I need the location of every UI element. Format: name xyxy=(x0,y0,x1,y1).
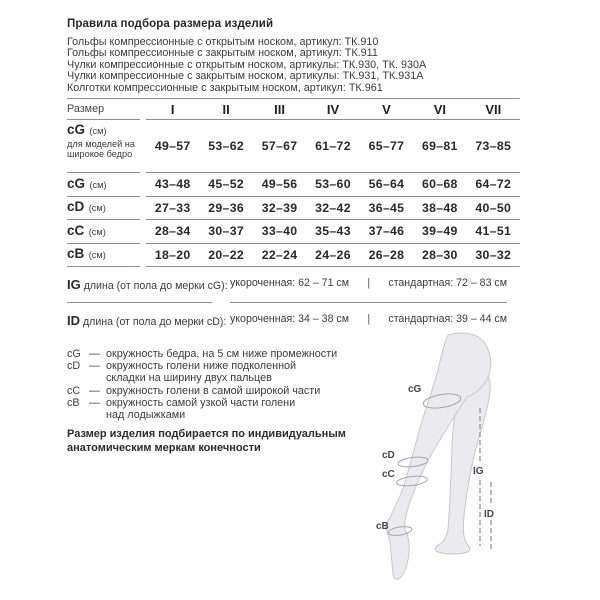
legend-line: над лодыжками xyxy=(106,409,186,422)
size-cell: 49–57 xyxy=(154,139,191,154)
length-label xyxy=(67,267,228,303)
size-cell: 30–32 xyxy=(475,247,512,262)
leg-silhouette-front xyxy=(385,333,491,579)
separator: | xyxy=(367,313,371,326)
column-header: II xyxy=(222,101,230,117)
row-label xyxy=(67,220,140,244)
legend-item xyxy=(67,385,389,397)
legend-text xyxy=(106,360,389,384)
diagram-label-cg: cG xyxy=(408,384,422,395)
separator: | xyxy=(367,277,371,290)
measure-code: cB xyxy=(67,246,85,262)
length-standard: стандартная: 39 – 44 см xyxy=(388,313,507,326)
size-cell: 32–42 xyxy=(315,200,351,215)
diagram-label-cb: cB xyxy=(376,521,389,532)
legend-text xyxy=(106,385,389,397)
table-row-cc xyxy=(67,220,520,244)
selection-note-line: анатомическим меркам конечности xyxy=(67,441,261,454)
diagram-label-ig: IG xyxy=(473,466,484,477)
size-table-header-columns xyxy=(146,99,520,120)
size-cell: 38–48 xyxy=(422,200,458,215)
leg-measurement-diagram xyxy=(370,330,600,600)
legend-dash: — xyxy=(89,360,100,373)
row-values xyxy=(146,220,520,244)
row-label xyxy=(67,197,140,221)
length-desc: длина (от пола до мерки cG): xyxy=(83,280,228,293)
row-label xyxy=(67,244,140,268)
legend-term: cC xyxy=(67,384,81,397)
legend-text xyxy=(106,397,389,421)
legend-term: cG xyxy=(67,348,81,361)
column-header: III xyxy=(274,101,285,117)
length-label xyxy=(67,303,227,338)
legend-item xyxy=(67,348,389,360)
legend-text xyxy=(106,348,389,360)
measure-code: cG xyxy=(67,175,86,191)
size-cell: 24–26 xyxy=(315,247,351,262)
table-row-cg xyxy=(67,173,520,197)
column-header: I xyxy=(170,101,175,117)
row-values xyxy=(146,173,520,197)
row-label xyxy=(67,120,140,173)
size-cell: 60–68 xyxy=(422,177,458,192)
legend-item xyxy=(67,397,389,421)
row-label xyxy=(67,173,140,197)
product-line: Гольфы компрессионные с открытым носком, артикул: ТК.910 xyxy=(67,36,379,48)
size-cell: 41–51 xyxy=(475,224,512,239)
length-values xyxy=(230,267,507,303)
measure-unit: (см) xyxy=(89,126,107,137)
product-line: Чулки компрессионные с закрытым носком, артикулы: ТК.931, ТК.931А xyxy=(67,70,424,83)
size-cell: 69–81 xyxy=(422,139,458,154)
length-row-ig xyxy=(67,267,520,303)
legend-item xyxy=(67,360,389,384)
size-cell: 49–56 xyxy=(261,177,298,192)
size-cell: 43–48 xyxy=(154,177,191,192)
page-title: Правила подбора размера изделий xyxy=(67,18,274,30)
legend-line: окружность самой узкой части голени xyxy=(106,396,296,409)
size-cell: 27–33 xyxy=(154,200,191,215)
column-header: VII xyxy=(485,101,502,117)
size-cell: 33–40 xyxy=(261,224,298,239)
product-line: Гольфы компрессионные с закрытым носком, артикул: ТК.911 xyxy=(67,47,378,60)
size-cell: 32–39 xyxy=(261,200,298,215)
measure-code: cC xyxy=(67,222,85,238)
legend-dash: — xyxy=(89,348,100,361)
selection-note-line: Размер изделия подбирается по индивидуальным xyxy=(67,428,346,441)
measure-code: cG xyxy=(67,122,86,138)
measure-unit: (см) xyxy=(88,250,106,261)
table-row-cd xyxy=(67,197,520,221)
size-cell: 26–28 xyxy=(368,247,405,262)
diagram-label-cc: cC xyxy=(382,469,395,480)
product-line: Колготки компрессионные с закрытым носком, артикул: ТК.961 xyxy=(67,81,383,94)
row-note: для моделей на широкое бедро xyxy=(67,139,135,160)
size-cell: 40–50 xyxy=(475,200,512,215)
table-row-cg-wide-hip xyxy=(67,120,520,173)
size-table-header-label: Размер xyxy=(67,99,140,120)
measure-unit: (см) xyxy=(89,179,107,190)
row-values xyxy=(146,197,520,221)
product-list xyxy=(67,37,520,94)
measure-code: IG xyxy=(67,277,81,293)
measure-unit: (см) xyxy=(88,203,106,214)
column-header: V xyxy=(382,101,391,117)
size-cell: 57–67 xyxy=(261,139,298,154)
measure-unit: (см) xyxy=(88,226,106,237)
size-cell: 56–64 xyxy=(368,177,405,192)
table-row-cb xyxy=(67,244,520,268)
size-cell: 53–62 xyxy=(208,139,244,154)
size-cell: 37–46 xyxy=(368,224,405,239)
size-cell: 18–20 xyxy=(154,247,191,262)
size-cell: 39–49 xyxy=(422,224,458,239)
size-cell: 53–60 xyxy=(315,177,351,192)
legend-line: окружность голени ниже подколенной xyxy=(106,360,297,373)
size-table xyxy=(67,98,520,267)
measure-code: cD xyxy=(67,199,85,215)
legend-dash: — xyxy=(89,396,100,409)
legend-line: складки на ширину двух пальцев xyxy=(106,372,272,385)
leg-diagram-svg xyxy=(370,330,600,600)
length-desc: длина (от пола до мерки cD): xyxy=(82,316,227,329)
size-cell: 61–72 xyxy=(315,139,351,154)
legend-dash: — xyxy=(89,384,100,397)
legend-line: окружность голени в самой широкой части xyxy=(106,384,321,397)
product-line: Чулки компрессионные с открытым носком, артикулы: ТК.930, ТК. 930А xyxy=(67,58,427,71)
column-header: VI xyxy=(433,101,446,117)
size-cell: 65–77 xyxy=(368,139,405,154)
row-values xyxy=(146,244,520,268)
size-table-header-row xyxy=(67,99,520,120)
length-short: укороченная: 34 – 38 см xyxy=(230,313,349,326)
size-cell: 28–34 xyxy=(154,224,191,239)
column-header: IV xyxy=(326,101,340,117)
size-cell: 20–22 xyxy=(208,247,244,262)
size-cell: 35–43 xyxy=(315,224,351,239)
size-cell: 73–85 xyxy=(475,139,512,154)
size-cell: 45–52 xyxy=(208,177,244,192)
diagram-label-cd: cD xyxy=(382,450,395,461)
size-cell: 64–72 xyxy=(475,177,512,192)
legend-term: cB xyxy=(67,396,80,409)
size-cell: 28–30 xyxy=(422,247,458,262)
diagram-label-id: ID xyxy=(484,509,494,520)
size-cell: 29–36 xyxy=(208,200,244,215)
size-cell: 36–45 xyxy=(368,200,405,215)
length-short: укороченная: 62 – 71 см xyxy=(230,277,349,290)
size-cell: 22–24 xyxy=(261,247,298,262)
measurement-legend xyxy=(67,348,389,421)
row-values xyxy=(146,120,520,173)
legend-term: cD xyxy=(67,360,81,373)
selection-note xyxy=(67,428,397,455)
size-cell: 30–37 xyxy=(208,224,244,239)
length-standard: стандартная: 72 – 83 см xyxy=(388,277,507,290)
measure-code: ID xyxy=(67,313,80,329)
legend-line: окружность бедра, на 5 см ниже промежности xyxy=(106,348,338,361)
